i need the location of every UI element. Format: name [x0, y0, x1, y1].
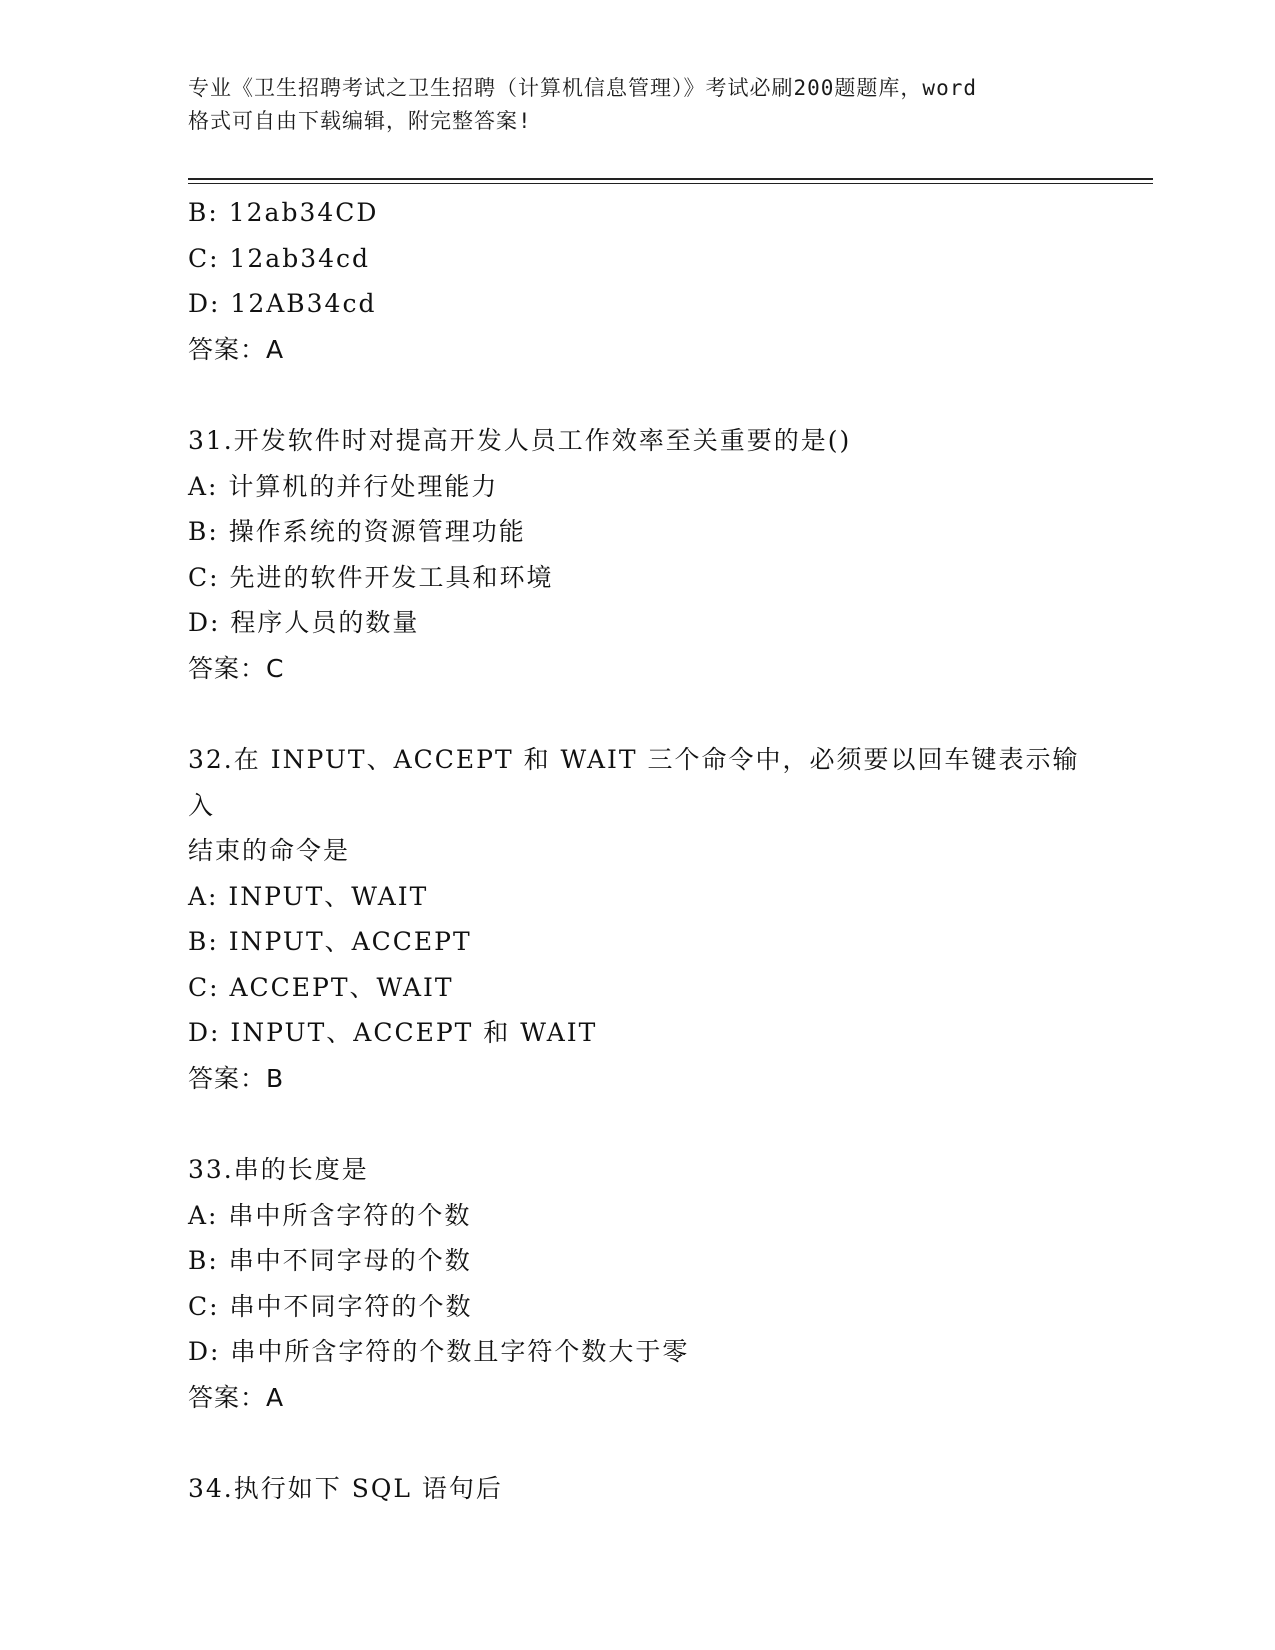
- option-d: D: 串中所含字符的个数且字符个数大于零: [188, 1337, 690, 1366]
- question-31: [188, 418, 1088, 691]
- option-d: D: 12AB34cd: [188, 289, 377, 318]
- option-a: A: 串中所含字符的个数: [188, 1200, 472, 1230]
- spacer: [188, 372, 1088, 418]
- answer-line: 答案：C: [188, 653, 285, 683]
- header-divider-thin: [188, 183, 1153, 184]
- option-c: C: 12ab34cd: [188, 243, 371, 273]
- question-title: 33.串的长度是: [188, 1155, 369, 1184]
- header-line-1: 专业《卫生招聘考试之卫生招聘（计算机信息管理）》考试必刷200题题库，word: [188, 76, 977, 100]
- option-b: B: 串中不同字母的个数: [188, 1246, 472, 1275]
- question-34: [188, 1466, 1088, 1512]
- option-b: B: 操作系统的资源管理功能: [188, 517, 526, 546]
- option-d: D: 程序人员的数量: [188, 608, 420, 637]
- option-c: C: 串中不同字符的个数: [188, 1291, 473, 1321]
- option-c: C: ACCEPT、WAIT: [188, 972, 454, 1002]
- question-title: 31.开发软件时对提高开发人员工作效率至关重要的是(): [188, 426, 852, 455]
- spacer: [188, 1101, 1088, 1147]
- question-title-line-2: 结束的命令是: [188, 836, 351, 865]
- option-a: A: 计算机的并行处理能力: [188, 471, 499, 501]
- document-header: [188, 72, 1088, 138]
- question-32: [188, 737, 1088, 1101]
- option-a: A: INPUT、WAIT: [188, 881, 429, 911]
- answer-line: 答案：A: [188, 1382, 285, 1412]
- question-title-line-1: 32.在 INPUT、ACCEPT 和 WAIT 三个命令中，必须要以回车键表示输入: [188, 745, 1080, 820]
- document-body: [188, 190, 1088, 1512]
- option-b: B: INPUT、ACCEPT: [188, 927, 472, 956]
- header-line-2: 格式可自由下载编辑，附完整答案!: [188, 109, 532, 133]
- question-prev: [188, 190, 1088, 372]
- answer-line: 答案：B: [188, 1063, 285, 1093]
- option-c: C: 先进的软件开发工具和环境: [188, 562, 554, 592]
- spacer: [188, 691, 1088, 737]
- answer-line: 答案：A: [188, 334, 285, 364]
- question-title: 34.执行如下 SQL 语句后: [188, 1474, 503, 1503]
- spacer: [188, 1420, 1088, 1466]
- header-divider-thick: [188, 178, 1153, 180]
- option-d: D: INPUT、ACCEPT 和 WAIT: [188, 1018, 598, 1047]
- option-b: B: 12ab34CD: [188, 198, 379, 227]
- question-33: [188, 1147, 1088, 1420]
